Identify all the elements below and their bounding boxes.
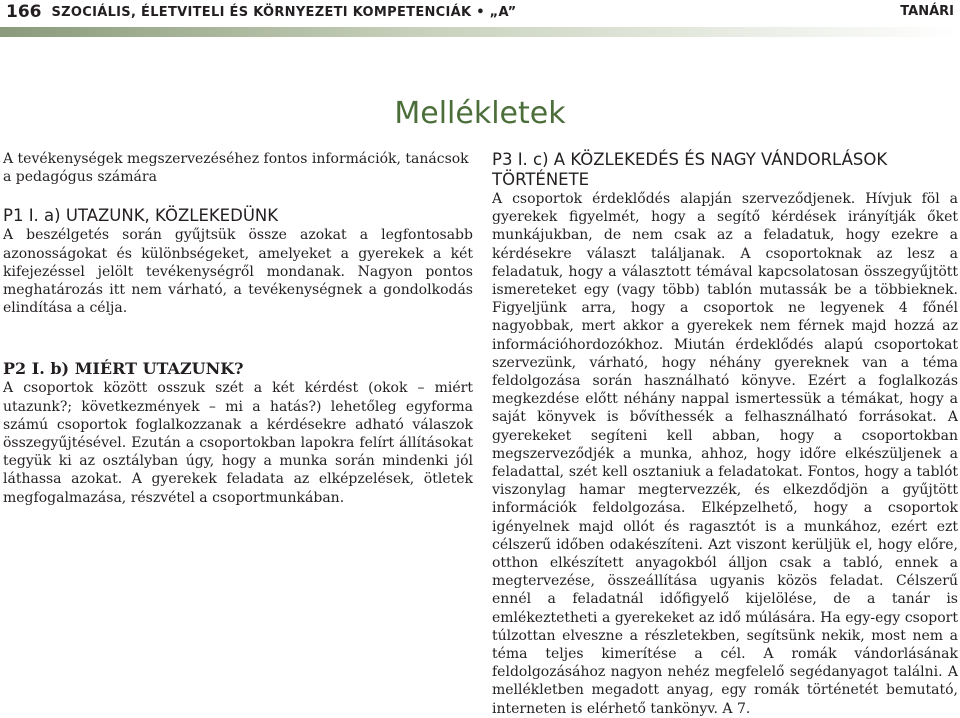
p1-heading: P1 I. a) UTAZUNK, KÖZLEKEDÜNK xyxy=(3,206,279,226)
audience-label: TANÁRI xyxy=(900,4,954,19)
p3-text: A csoportok érdeklődés alapján szerveződjenek. Hívjuk föl a gyerekek figyelmét, hogy a segítő kérdések irányítják őket munkájukban, de nem csak az a feladatuk, hogy ezekre a kérdésekre választ találjanak. A csoportoknak az lesz a feladatuk, hogy a választott témával kapcsolatosan összegyűjtött ismereteket egy (vagy több) tablón mutassák be a többieknek. Figyeljünk arra, hogy a csoportok ne legyenek 4 főnél nagyobbak, mert akkor a gyerekek nem férnek majd hozzá az információhordozókhoz. Miután érdeklődés alapú csoportokat szervezünk, várható, hogy néhány gyereknek van a téma feldolgozása során használható könyve. Ezért a foglalkozás megkezdése előtt néhány nappal ismertessük a témákat, hogy a saját könyvek is bővíthessék a felhasználható forrásokat. A gyerekeket segíteni kell abban, hogy a csoportokban megszerveződjék a munka, ahhoz, hogy időre elkészüljenek a feladattal, szét kell osztaniuk a feladatokat. Fontos, hogy a tablót viszonylag hamar megtervezzék, és elkezdődjön a gyűjtött információk feldolgozása. Elképzelhető, hogy a csoportok igényelnek majd ollót és ragasztót is a munkához, ezért ezt célszerű időben odakészíteni. Azt viszont kerüljük el, hogy előre, otthon elkészített anyagokból álljon csak a tabló, ennek a megtervezése, összeállítása ugyanis közös feladat. Célszerű ennél a feladatnál időfigyelő kijelölése, de a tanár is emlékeztetheti a gyerekeket az idő múlására. Ha egy-egy csoport túlzottan elveszne a részletekben, segítsünk nekik, most nem a téma teljes kimerítése a cél. A romák vándorlásának feldolgozásához nagyon nehéz megfelelő segédanyagot találni. A mellékletben megadott anyag, egy romák történetét bemutató, interneten is elérhető tankönyv. A 7. xyxy=(492,191,958,717)
right-column xyxy=(492,150,958,718)
header-decoration-bar xyxy=(0,27,960,37)
p2-heading: P2 I. b) MIÉRT UTAZUNK? xyxy=(3,359,244,379)
left-column xyxy=(3,150,473,507)
page-number: 166 xyxy=(6,2,42,22)
intro-text: A tevékenységek megszervezéséhez fontos információk, tanácsok a pedagógus számára xyxy=(3,151,469,186)
running-title: SZOCIÁLIS, ÉLETVITELI ÉS KÖRNYEZETI KOMPETENCIÁK • „A” xyxy=(51,4,517,20)
p2-text: A csoportok között osszuk szét a két kérdést (okok – miért utazunk?; következmények – mi a hatás?) lehetőleg egyforma számú csoportok foglalkozzanak a kérdésekre adható válaszok összegyűjtésével. Ezután a csoportokban lapokra felírt állításokat tegyük ki az osztályban úgy, hogy a munka során mindenki jól láthassa azokat. A gyerekek feladata az elképzelések, ötletek megfogalmazása, részvétel a csoportmunkában. xyxy=(3,380,473,506)
p3-heading: P3 I. c) A KÖZLEKEDÉS ÉS NAGY VÁNDORLÁSOK TÖRTÉNETE xyxy=(492,150,888,189)
p1-text: A beszélgetés során gyűjtsük össze azokat a legfontosabb azonosságokat és különbségeket, amelyeket a gyerekek a két kifejezéssel jelölt tevékenységről mondanak. Nagyon pontos meghatározás itt nem várható, a tevékenységnek a gondolkodás elindítása a célja. xyxy=(3,227,473,317)
section-title: Mellékletek xyxy=(394,96,566,131)
page-header xyxy=(0,0,960,24)
